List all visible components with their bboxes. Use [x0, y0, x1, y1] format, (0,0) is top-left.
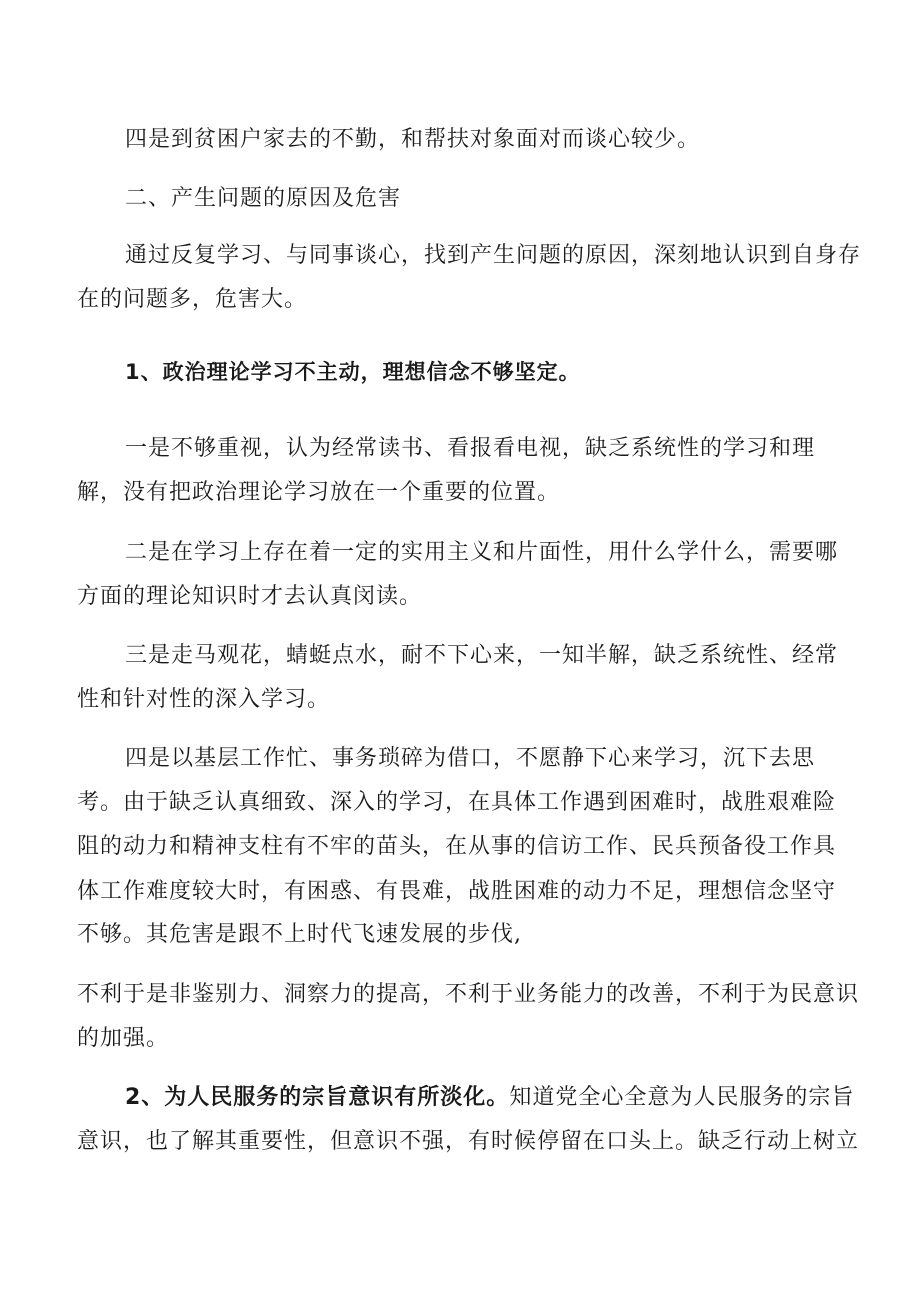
subsection-heading: 1、政治理论学习不主动，理想信念不够坚定。 [125, 360, 581, 384]
paragraph-line: 的加强。 [77, 1026, 170, 1051]
paragraph-line: 性和针对性的深入学习。 [77, 687, 331, 712]
section-heading: 二、产生问题的原因及危害 [125, 186, 402, 211]
paragraph-line [125, 1083, 854, 1113]
paragraph-line: 意识，也了解其重要性，但意识不强，有时候停留在口头上。缺乏行动上树立 [77, 1129, 860, 1154]
paragraph-line: 一是不够重视，认为经常读书、看报看电视，缺乏系统性的学习和理 [125, 436, 816, 461]
paragraph-line: 考。由于缺乏认真细致、深入的学习，在具体工作遇到困难时，战胜艰难险 [77, 790, 837, 815]
paragraph-text: 知道党全心全意为人民服务的宗旨 [509, 1085, 855, 1110]
paragraph-line: 体工作难度较大时，有困惑、有畏难，战胜困难的动力不足，理想信念坚守 [77, 879, 837, 904]
paragraph-line: 方面的理论知识时才去认真闵读。 [77, 584, 423, 609]
paragraph-line: 不利于是非鉴别力、洞察力的提高，不利于业务能力的改善，不利于为民意识 [77, 982, 860, 1007]
paragraph-line: 解，没有把政治理论学习放在一个重要的位置。 [77, 480, 561, 505]
subsection-heading-inline: 2、为人民服务的宗旨意识有所淡化。 [125, 1085, 510, 1110]
paragraph-line: 在的问题多，危害大。 [77, 287, 308, 312]
paragraph-line: 不够。其危害是跟不上时代飞速发展的步伐, [77, 922, 522, 947]
paragraph-line: 四是到贫困户家去的不勤，和帮扶对象面对而谈心较少。 [125, 127, 701, 152]
paragraph-line: 三是走马观花，蜻蜓点水，耐不下心来，一知半解，缺乏系统性、经常 [125, 643, 839, 668]
paragraph-line: 通过反复学习、与同事谈心，找到产生问题的原因，深刻地认识到自身存 [125, 243, 862, 268]
paragraph-line: 阻的动力和精神支柱有不牢的苗头，在从事的信访工作、民兵预备役工作具 [77, 834, 837, 859]
paragraph-line: 四是以基层工作忙、事务琐碎为借口，不愿静下心来学习，沉下去思 [125, 746, 816, 771]
paragraph-line: 二是在学习上存在着一定的实用主义和片面性，用什么学什么，需要哪 [125, 540, 839, 565]
